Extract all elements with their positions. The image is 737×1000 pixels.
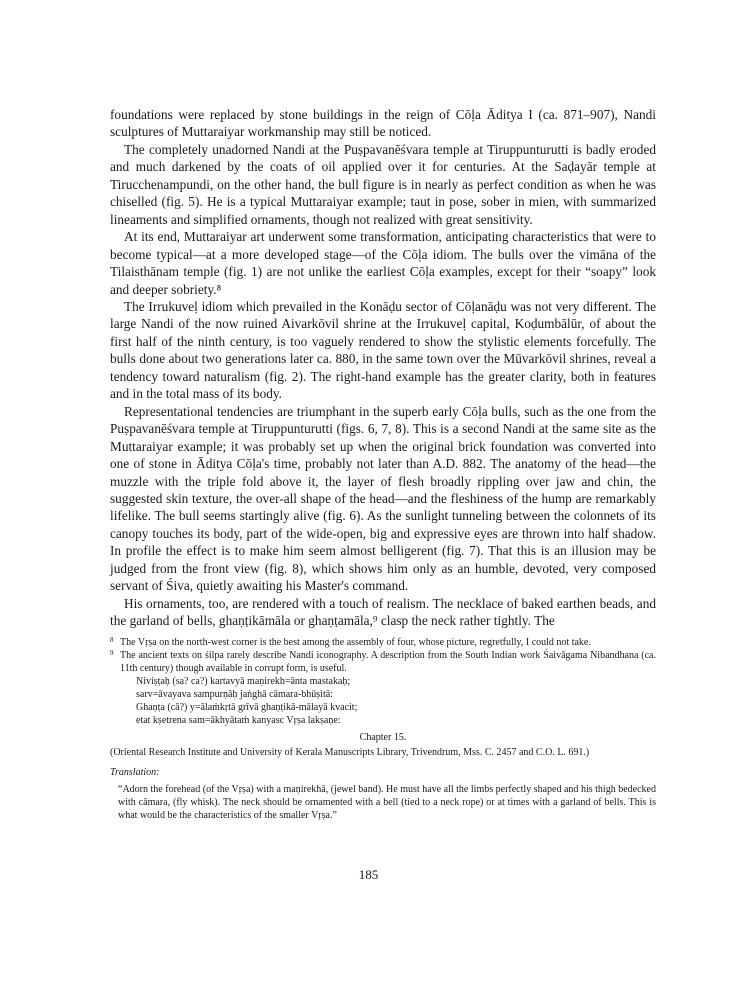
footnote-mark: 9	[110, 648, 114, 657]
translation-text: “Adorn the forehead (of the Vṛṣa) with a maṇirekhā, (jewel band). He must have all the limbs perfectly shaped and his thigh bedecked with cāmara, (fly whisk). The neck should be ornamented with a bell (tied to a neck rope) or at times with a garland of bells. This is what would be the characteristics of the smaller Vṛṣa.”	[118, 783, 656, 822]
body-text	[110, 106, 656, 630]
footnote	[110, 649, 656, 675]
page	[110, 106, 656, 822]
verse-line: etat kṣetrena sam=ākhyātaṁ kanyasc Vṛṣa lakṣaṇe:	[136, 715, 341, 727]
verse-line: sarv=āvayava sampurṇāḥ jaṅghā cāmara-bhūṣitā:	[136, 689, 333, 701]
source-citation: (Oriental Research Institute and University of Kerala Manuscripts Library, Trivendrum, Mss. C. 2457 and C.O. L. 691.)	[110, 746, 590, 758]
footnote-text: The Vṛṣa on the north-west corner is the best among the assembly of four, whose picture, regretfully, I could not take.	[120, 636, 591, 648]
paragraph: The completely unadorned Nandi at the Puṣpavanēśvara temple at Tiruppunturutti is badly eroded and much darkened by the coats of oil applied over it for centuries. At the Saḍayār temple at Tirucchenampundi, on the other hand, the bull figure is in nearly as perfect condition as when he was chiselled (fig. 5). He is a typical Muttaraiyar example; taut in pose, sober in mien, with summarized lineaments and simplified ornaments, though not realized with great sensitivity.	[110, 141, 656, 227]
sanskrit-verse	[136, 675, 656, 728]
paragraph: foundations were replaced by stone buildings in the reign of Cōḷa Āditya I (ca. 871–907), Nandi sculptures of Muttaraiyar workmanship may still be noticed.	[110, 107, 656, 140]
paragraph: Representational tendencies are triumphant in the superb early Cōḷa bulls, such as the one from the Puṣpavanēśvara temple at Tiruppunturutti (figs. 6, 7, 8). This is a second Nandi at the same site as the Muttaraiyar example; it was probably set up when the original brick foundation was converted into one of stone in Āditya Cōḷa's time, probably not later than A.D. 882. The anatomy of the head—the muzzle with the triple fold above it, the layer of flesh broadly rippling over jaw and chin, the suggested skin texture, the over-all shape of the head—and the fleshiness of the hump are remarkably lifelike. The bull seems startingly alive (fig. 6). As the sunlight tunneling between the colonnets of its canopy touches its body, part of the wide-open, big and expressive eyes are thrown into half shadow. In profile the effect is to make him seem almost belligerent (fig. 7). That this is an illusion may be judged from the front view (fig. 8), which shows him only as an humble, devoted, very composed servant of Śiva, quietly awaiting his Master's command.	[110, 403, 656, 594]
page-number: 185	[358, 867, 379, 882]
paragraph: At its end, Muttaraiyar art underwent some transformation, anticipating characteristics that were to become typical—at a more developed stage—of the Cōḷa idiom. The bulls over the vimāna of the Tilaisthānam temple (fig. 1) are not unlike the earliest Cōḷa examples, except for their “soapy” look and deeper sobriety.⁸	[110, 229, 656, 297]
footnote	[110, 636, 656, 649]
footnote-text: The ancient texts on śilpa rarely describe Nandi iconography. A description from the South Indian work Śaivāgama Nibandhana (ca. 11th century) though available in corrupt form, is useful.	[120, 649, 656, 674]
translation-heading: Translation:	[110, 766, 160, 778]
verse-line: Ghaṇṭa (cā?) y=ālaṁkṛtā grīvā ghaṇṭikā-mālayā kvacit;	[136, 702, 358, 714]
footnotes	[110, 636, 656, 823]
footnote-mark: 8	[110, 635, 114, 644]
chapter-reference: Chapter 15.	[359, 731, 407, 743]
paragraph: The Irrukuveḷ idiom which prevailed in the Konāḍu sector of Cōḷanāḍu was not very different. The large Nandi of the now ruined Aivarkōvil shrine at the Irrukuveḷ capital, Koḍumbālūr, of about the first half of the ninth century, is too vaguely rendered to show the stylistic elements forcefully. The bulls done about two generations later ca. 880, in the same town over the Mūvarkōvil shrines, reveal a tendency toward naturalism (fig. 2). The right-hand example has the greater clarity, both in features and in the total mass of its body.	[110, 298, 656, 402]
paragraph: His ornaments, too, are rendered with a touch of realism. The necklace of baked earthen beads, and the garland of bells, ghaṇṭikāmāla or ghaṇṭamāla,⁹ clasp the neck rather tightly. The	[110, 595, 656, 629]
verse-line: Niviṣṭaḥ (sa? ca?) kartavyā maṇirekh=ānta mastakaḥ;	[136, 675, 351, 687]
